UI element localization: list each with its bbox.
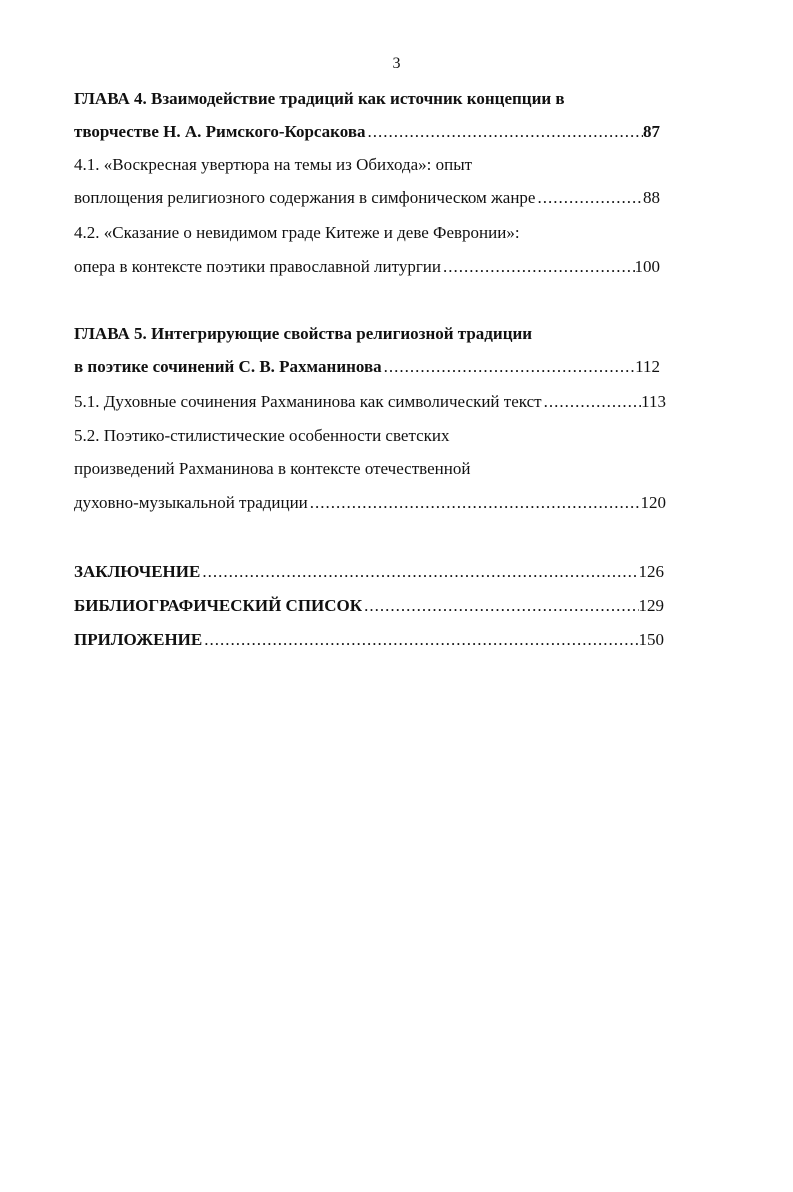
dot-leader	[362, 596, 638, 616]
chapter4-section2-page: 100	[634, 257, 660, 276]
chapter5-title-row	[74, 357, 660, 377]
conclusion-row	[74, 562, 664, 582]
chapter5-section2-line1: 5.2. Поэтико-стилистические особенности светских	[74, 426, 450, 445]
chapter4-title-page: 87	[643, 122, 660, 141]
dot-leader	[200, 562, 638, 582]
conclusion-page: 126	[638, 562, 664, 581]
chapter4-title-row	[74, 122, 660, 142]
appendix-label: ПРИЛОЖЕНИЕ	[74, 630, 203, 649]
conclusion-label: ЗАКЛЮЧЕНИЕ	[74, 562, 201, 581]
dot-leader	[441, 257, 634, 277]
chapter4-section1-row	[74, 188, 660, 208]
chapter4-section1-line2: воплощения религиозного содержания в симфоническом жанре	[74, 188, 536, 207]
appendix-page: 150	[638, 630, 664, 649]
chapter5-section1-line1: 5.1. Духовные сочинения Рахманинова как символический текст	[74, 392, 542, 411]
dot-leader	[382, 357, 635, 377]
bibliography-row	[74, 596, 664, 616]
bibliography-page: 129	[638, 596, 664, 615]
page-number: 3	[392, 55, 401, 72]
dot-leader	[202, 630, 638, 650]
chapter4-section2-line1: 4.2. «Сказание о невидимом граде Китеже и деве Февронии»:	[74, 223, 520, 242]
chapter5-title-line1: ГЛАВА 5. Интегрирующие свойства религиозной традиции	[74, 324, 533, 343]
chapter5-section2-line3: духовно-музыкальной традиции	[74, 493, 308, 512]
chapter5-title-page: 112	[635, 357, 660, 376]
chapter5-section1-page: 113	[641, 392, 666, 411]
chapter4-title-line1: ГЛАВА 4. Взаимодействие традиций как источник концепции в	[74, 89, 565, 108]
chapter5-section2-line2: произведений Рахманинова в контексте отечественной	[74, 459, 471, 478]
chapter4-section2-line2: опера в контексте поэтики православной литургии	[74, 257, 442, 276]
dot-leader	[542, 392, 642, 412]
chapter5-section1-row	[74, 392, 666, 412]
chapter5-title-line2: в поэтике сочинений С. В. Рахманинова	[74, 357, 382, 376]
chapter5-section2-row	[74, 493, 666, 513]
dot-leader	[535, 188, 643, 208]
chapter4-section1-line1: 4.1. «Воскресная увертюра на темы из Обихода»: опыт	[74, 155, 473, 174]
chapter4-title-line2: творчестве Н. А. Римского-Корсакова	[74, 122, 366, 141]
chapter4-section2-row	[74, 257, 660, 277]
appendix-row	[74, 630, 664, 650]
dot-leader	[366, 122, 643, 142]
bibliography-label: БИБЛИОГРАФИЧЕСКИЙ СПИСОК	[74, 596, 363, 615]
chapter4-section1-page: 88	[643, 188, 660, 207]
chapter5-section2-page: 120	[640, 493, 666, 512]
dot-leader	[308, 493, 641, 513]
